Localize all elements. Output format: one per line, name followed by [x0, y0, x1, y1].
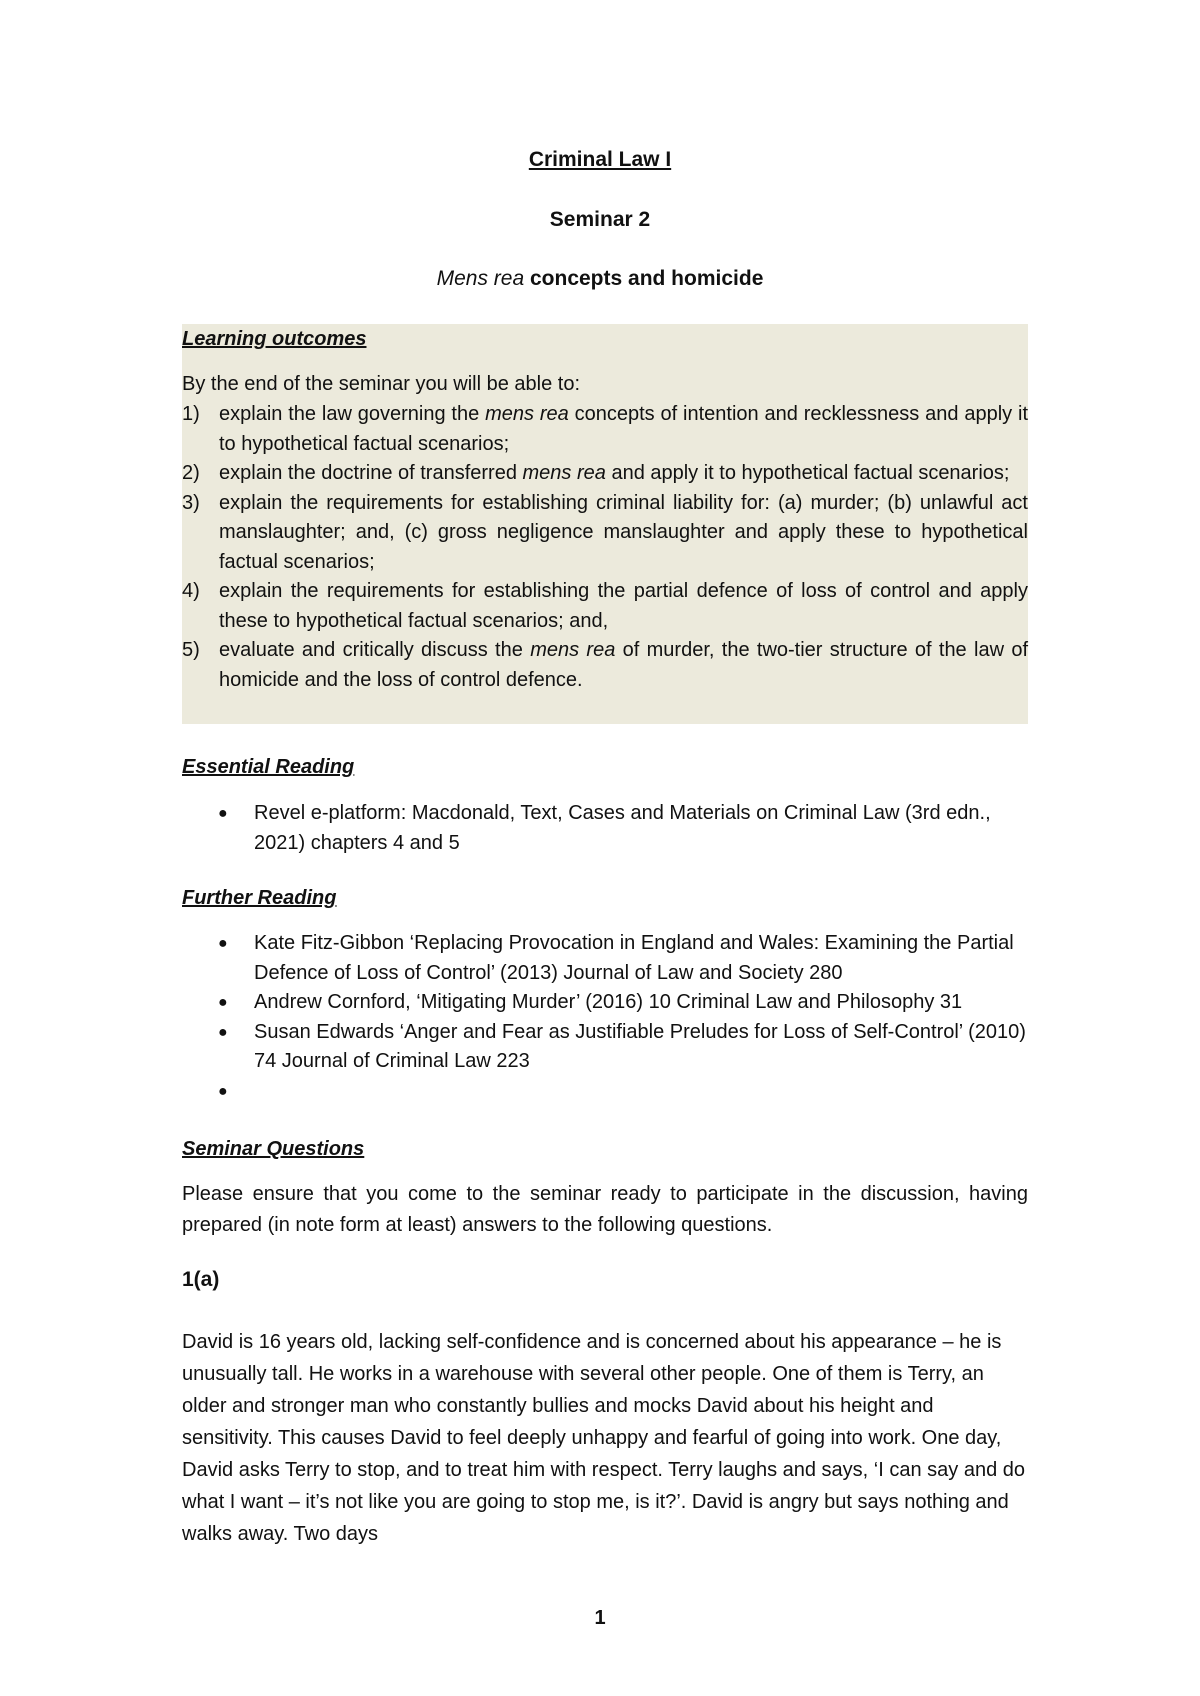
- essential-reading-heading: Essential Reading: [182, 756, 355, 778]
- outcome-text: explain the law governing the mens rea concepts of intention and recklessness and apply it to hypothetical factual scenarios;: [219, 403, 1029, 455]
- reading-text: Susan Edwards ‘Anger and Fear as Justifiable Preludes for Loss of Self-Control’ (2010) 74 Journal of Criminal Law 223: [254, 1020, 1026, 1072]
- outcome-text: explain the doctrine of transferred mens rea and apply it to hypothetical factual scenarios;: [219, 462, 1010, 484]
- learning-outcome-item: [182, 577, 1028, 636]
- reading-text: Kate Fitz-Gibbon ‘Replacing Provocation in England and Wales: Examining the Partial Defence of Loss of Control’ (2013) Journal of Law and Society 280: [254, 932, 1014, 984]
- list-item: [218, 799, 1028, 858]
- document-title: Criminal Law I: [528, 148, 672, 171]
- outcome-number: 4): [182, 580, 200, 602]
- topic-rest: concepts and homicide: [524, 267, 764, 290]
- list-item: [218, 1018, 1028, 1077]
- outcome-number: 2): [182, 462, 200, 484]
- seminar-number: Seminar 2: [549, 208, 651, 231]
- outcome-text: explain the requirements for establishing criminal liability for: (a) murder; (b) unlawful act manslaughter; and, (c) gross negligence manslaughter and apply these to hypothetical factual scenarios;: [219, 491, 1028, 573]
- reading-text: [254, 1077, 1028, 1107]
- list-item: [218, 1077, 1028, 1107]
- reading-text: Andrew Cornford, ‘Mitigating Murder’ (2016) 10 Criminal Law and Philosophy 31: [254, 991, 963, 1013]
- learning-outcome-item: [182, 400, 1028, 459]
- learning-outcome-item: [182, 636, 1028, 695]
- bullet-icon: ●: [218, 935, 228, 952]
- outcome-number: 5): [182, 639, 200, 661]
- topic-italic: Mens rea: [436, 267, 525, 290]
- learning-outcomes-intro: By the end of the seminar you will be able to:: [182, 373, 581, 395]
- reading-text: Revel e-platform: Macdonald, Text, Cases and Materials on Criminal Law (3rd edn., 2021) chapters 4 and 5: [254, 802, 991, 854]
- outcome-text: explain the requirements for establishing the partial defence of loss of control and apply these to hypothetical factual scenarios; and,: [219, 580, 1028, 632]
- further-reading-list: [218, 929, 1028, 1106]
- further-reading-heading: Further Reading: [182, 887, 337, 909]
- bullet-icon: ●: [218, 994, 228, 1011]
- learning-outcome-item: [182, 459, 1028, 489]
- seminar-questions-intro: Please ensure that you come to the seminar ready to participate in the discussion, having prepared (in note form at least) answers to the following questions.: [182, 1183, 1028, 1236]
- essential-reading-list: [218, 799, 1028, 858]
- learning-outcome-item: [182, 489, 1028, 578]
- question-label: 1(a): [182, 1268, 220, 1291]
- outcome-text: evaluate and critically discuss the mens rea of murder, the two-tier structure of the law of homicide and the loss of control defence.: [219, 639, 1029, 691]
- question-scenario: David is 16 years old, lacking self-confidence and is concerned about his appearance – he is unusually tall. He works in a warehouse with several other people. One of them is Terry, an older and stronger man who constantly bullies and mocks David about his height and sensitivity. This causes David to feel deeply unhappy and fearful of going into work. One day, David asks Terry to stop, and to treat him with respect. Terry laughs and says, ‘I can say and do what I want – it’s not like you are going to stop me, is it?’. David is angry but says nothing and walks away. Two days: [182, 1331, 1026, 1545]
- list-item: [218, 988, 1028, 1018]
- learning-outcomes-list: [182, 400, 1028, 695]
- outcome-number: 3): [182, 491, 200, 514]
- bullet-icon: ●: [218, 1023, 228, 1041]
- learning-outcomes-heading: Learning outcomes: [182, 328, 367, 350]
- seminar-questions-heading: Seminar Questions: [182, 1138, 365, 1160]
- seminar-topic: [0, 267, 1200, 291]
- page-number: 1: [594, 1607, 606, 1629]
- bullet-icon: ●: [218, 805, 228, 822]
- list-item: [218, 929, 1028, 988]
- outcome-number: 1): [182, 403, 200, 425]
- bullet-icon: ●: [218, 1082, 228, 1100]
